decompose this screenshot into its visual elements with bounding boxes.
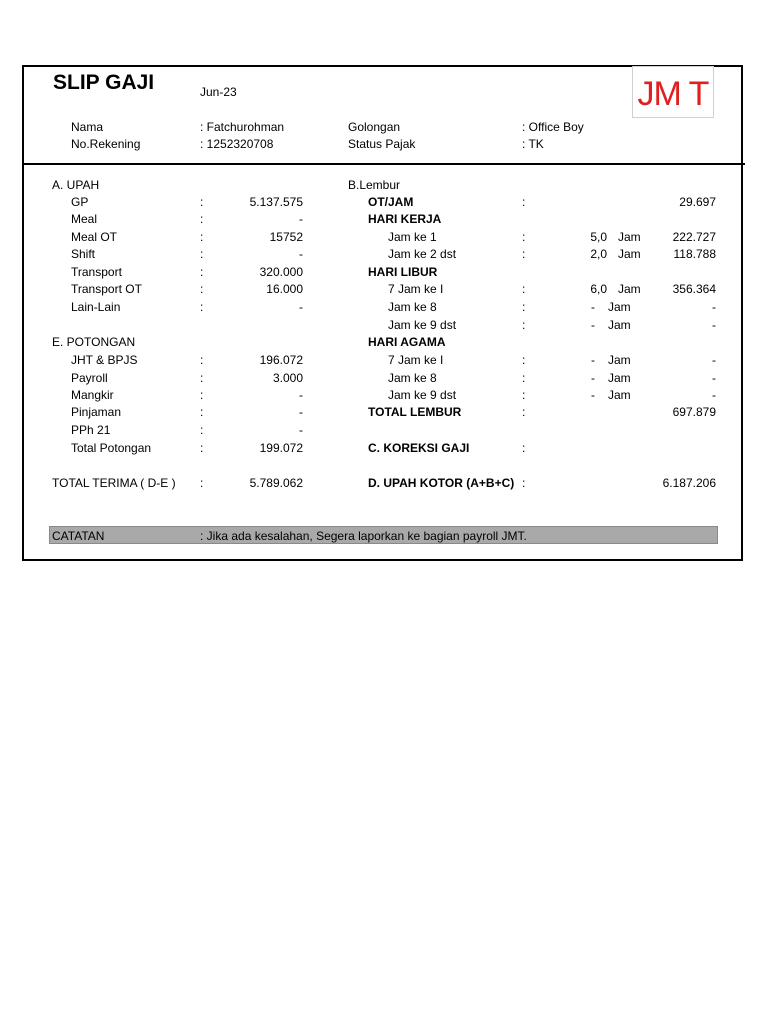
upah-gp-value: 5.137.575 bbox=[249, 195, 303, 209]
agama-jam7-label: 7 Jam ke I bbox=[388, 353, 444, 367]
colon: : bbox=[200, 282, 204, 296]
colon: : bbox=[200, 388, 204, 402]
potongan-pinjaman-label: Pinjaman bbox=[71, 405, 122, 419]
colon: : bbox=[200, 195, 204, 209]
agama-jam7-hours: - bbox=[591, 353, 595, 367]
total-lembur-label: TOTAL LEMBUR bbox=[368, 405, 462, 419]
agama-jam9-amount: - bbox=[712, 388, 716, 402]
total-terima-label: TOTAL TERIMA ( D-E ) bbox=[52, 476, 176, 490]
colon: : bbox=[522, 441, 526, 455]
pajak-label: Status Pajak bbox=[348, 137, 416, 151]
catatan-label: CATATAN bbox=[52, 529, 105, 543]
period: Jun-23 bbox=[200, 85, 237, 99]
colon: : bbox=[522, 405, 526, 419]
upah-gp-label: GP bbox=[71, 195, 89, 209]
header-divider bbox=[22, 163, 745, 165]
colon: : bbox=[200, 353, 204, 367]
colon: : bbox=[200, 371, 204, 385]
jam-unit: Jam bbox=[608, 388, 631, 402]
colon: : bbox=[522, 195, 526, 209]
potongan-heading: E. POTONGAN bbox=[52, 335, 136, 349]
catatan-text: : Jika ada kesalahan, Segera laporkan ke bagian payroll JMT. bbox=[200, 529, 527, 543]
rekening-value: : 1252320708 bbox=[200, 137, 274, 151]
agama-jam7-amount: - bbox=[712, 353, 716, 367]
potongan-payroll-value: 3.000 bbox=[272, 371, 303, 385]
logo-text: JM T bbox=[637, 75, 709, 113]
agama-jam8-label: Jam ke 8 bbox=[388, 371, 437, 385]
kerja-jam1-hours: 5,0 bbox=[590, 230, 607, 244]
libur-jam7-hours: 6,0 bbox=[590, 282, 607, 296]
lembur-heading: B.Lembur bbox=[348, 178, 401, 192]
upah-meal-ot-label: Meal OT bbox=[71, 230, 118, 244]
agama-jam8-hours: - bbox=[591, 371, 595, 385]
libur-jam7-amount: 356.364 bbox=[672, 282, 716, 296]
colon: : bbox=[522, 388, 526, 402]
rekening-label: No.Rekening bbox=[71, 137, 141, 151]
upah-kotor-value: 6.187.206 bbox=[662, 476, 716, 490]
libur-jam9-label: Jam ke 9 dst bbox=[388, 318, 457, 332]
kerja-jam2-label: Jam ke 2 dst bbox=[388, 247, 457, 261]
colon: : bbox=[522, 247, 526, 261]
potongan-pinjaman-value: - bbox=[299, 405, 303, 419]
upah-transport-value: 320.000 bbox=[259, 265, 303, 279]
upah-heading: A. UPAH bbox=[52, 178, 100, 192]
libur-jam8-label: Jam ke 8 bbox=[388, 300, 437, 314]
kerja-jam2-amount: 118.788 bbox=[673, 247, 716, 261]
total-lembur-value: 697.879 bbox=[672, 405, 716, 419]
koreksi-label: C. KOREKSI GAJI bbox=[368, 441, 470, 455]
jam-unit: Jam bbox=[618, 230, 641, 244]
colon: : bbox=[200, 441, 204, 455]
potongan-mangkir-label: Mangkir bbox=[71, 388, 114, 402]
potongan-jht-value: 196.072 bbox=[259, 353, 303, 367]
golongan-value: : Office Boy bbox=[522, 120, 584, 134]
upah-lain-label: Lain-Lain bbox=[71, 300, 121, 314]
kerja-jam2-hours: 2,0 bbox=[590, 247, 607, 261]
upah-shift-label: Shift bbox=[71, 247, 96, 261]
kerja-jam1-label: Jam ke 1 bbox=[388, 230, 437, 244]
jam-unit: Jam bbox=[608, 318, 631, 332]
libur-jam8-hours: - bbox=[591, 300, 595, 314]
upah-transport-label: Transport bbox=[71, 265, 122, 279]
colon: : bbox=[522, 371, 526, 385]
jam-unit: Jam bbox=[608, 353, 631, 367]
potongan-total-value: 199.072 bbox=[259, 441, 303, 455]
upah-meal-label: Meal bbox=[71, 212, 98, 226]
ot-jam-value: 29.697 bbox=[679, 195, 716, 209]
total-terima-value: 5.789.062 bbox=[249, 476, 303, 490]
potongan-payroll-label: Payroll bbox=[71, 371, 108, 385]
colon: : bbox=[200, 405, 204, 419]
colon: : bbox=[522, 353, 526, 367]
kerja-jam1-amount: 222.727 bbox=[672, 230, 716, 244]
colon: : bbox=[200, 265, 204, 279]
colon: : bbox=[522, 230, 526, 244]
jam-unit: Jam bbox=[608, 371, 631, 385]
upah-kotor-label: D. UPAH KOTOR (A+B+C) bbox=[368, 476, 515, 490]
potongan-pph-value: - bbox=[299, 423, 303, 437]
colon: : bbox=[522, 300, 526, 314]
slip-title: SLIP GAJI bbox=[53, 71, 155, 94]
hari-kerja-heading: HARI KERJA bbox=[368, 212, 442, 226]
golongan-label: Golongan bbox=[348, 120, 401, 134]
jam-unit: Jam bbox=[618, 282, 641, 296]
colon: : bbox=[200, 247, 204, 261]
agama-jam8-amount: - bbox=[712, 371, 716, 385]
potongan-jht-label: JHT & BPJS bbox=[71, 353, 138, 367]
upah-lain-value: - bbox=[299, 300, 303, 314]
libur-jam9-amount: - bbox=[712, 318, 716, 332]
jam-unit: Jam bbox=[608, 300, 631, 314]
upah-shift-value: - bbox=[299, 247, 303, 261]
libur-jam9-hours: - bbox=[591, 318, 595, 332]
hari-agama-heading: HARI AGAMA bbox=[368, 335, 446, 349]
colon: : bbox=[200, 230, 204, 244]
colon: : bbox=[200, 212, 204, 226]
nama-value: : Fatchurohman bbox=[200, 120, 285, 134]
upah-transport-ot-value: 16.000 bbox=[266, 282, 303, 296]
jam-unit: Jam bbox=[618, 247, 641, 261]
libur-jam7-label: 7 Jam ke I bbox=[388, 282, 444, 296]
agama-jam9-hours: - bbox=[591, 388, 595, 402]
hari-libur-heading: HARI LIBUR bbox=[368, 265, 438, 279]
colon: : bbox=[522, 318, 526, 332]
ot-jam-label: OT/JAM bbox=[368, 195, 414, 209]
nama-label: Nama bbox=[71, 120, 104, 134]
colon: : bbox=[200, 476, 204, 490]
upah-meal-ot-value: 15752 bbox=[269, 230, 303, 244]
agama-jam9-label: Jam ke 9 dst bbox=[388, 388, 457, 402]
colon: : bbox=[522, 282, 526, 296]
colon: : bbox=[200, 300, 204, 314]
pajak-value: : TK bbox=[522, 137, 544, 151]
upah-transport-ot-label: Transport OT bbox=[71, 282, 142, 296]
colon: : bbox=[200, 423, 204, 437]
colon: : bbox=[522, 476, 526, 490]
upah-meal-value: - bbox=[299, 212, 303, 226]
potongan-pph-label: PPh 21 bbox=[71, 423, 111, 437]
libur-jam8-amount: - bbox=[712, 300, 716, 314]
potongan-total-label: Total Potongan bbox=[71, 441, 152, 455]
company-logo bbox=[632, 66, 714, 118]
potongan-mangkir-value: - bbox=[299, 388, 303, 402]
